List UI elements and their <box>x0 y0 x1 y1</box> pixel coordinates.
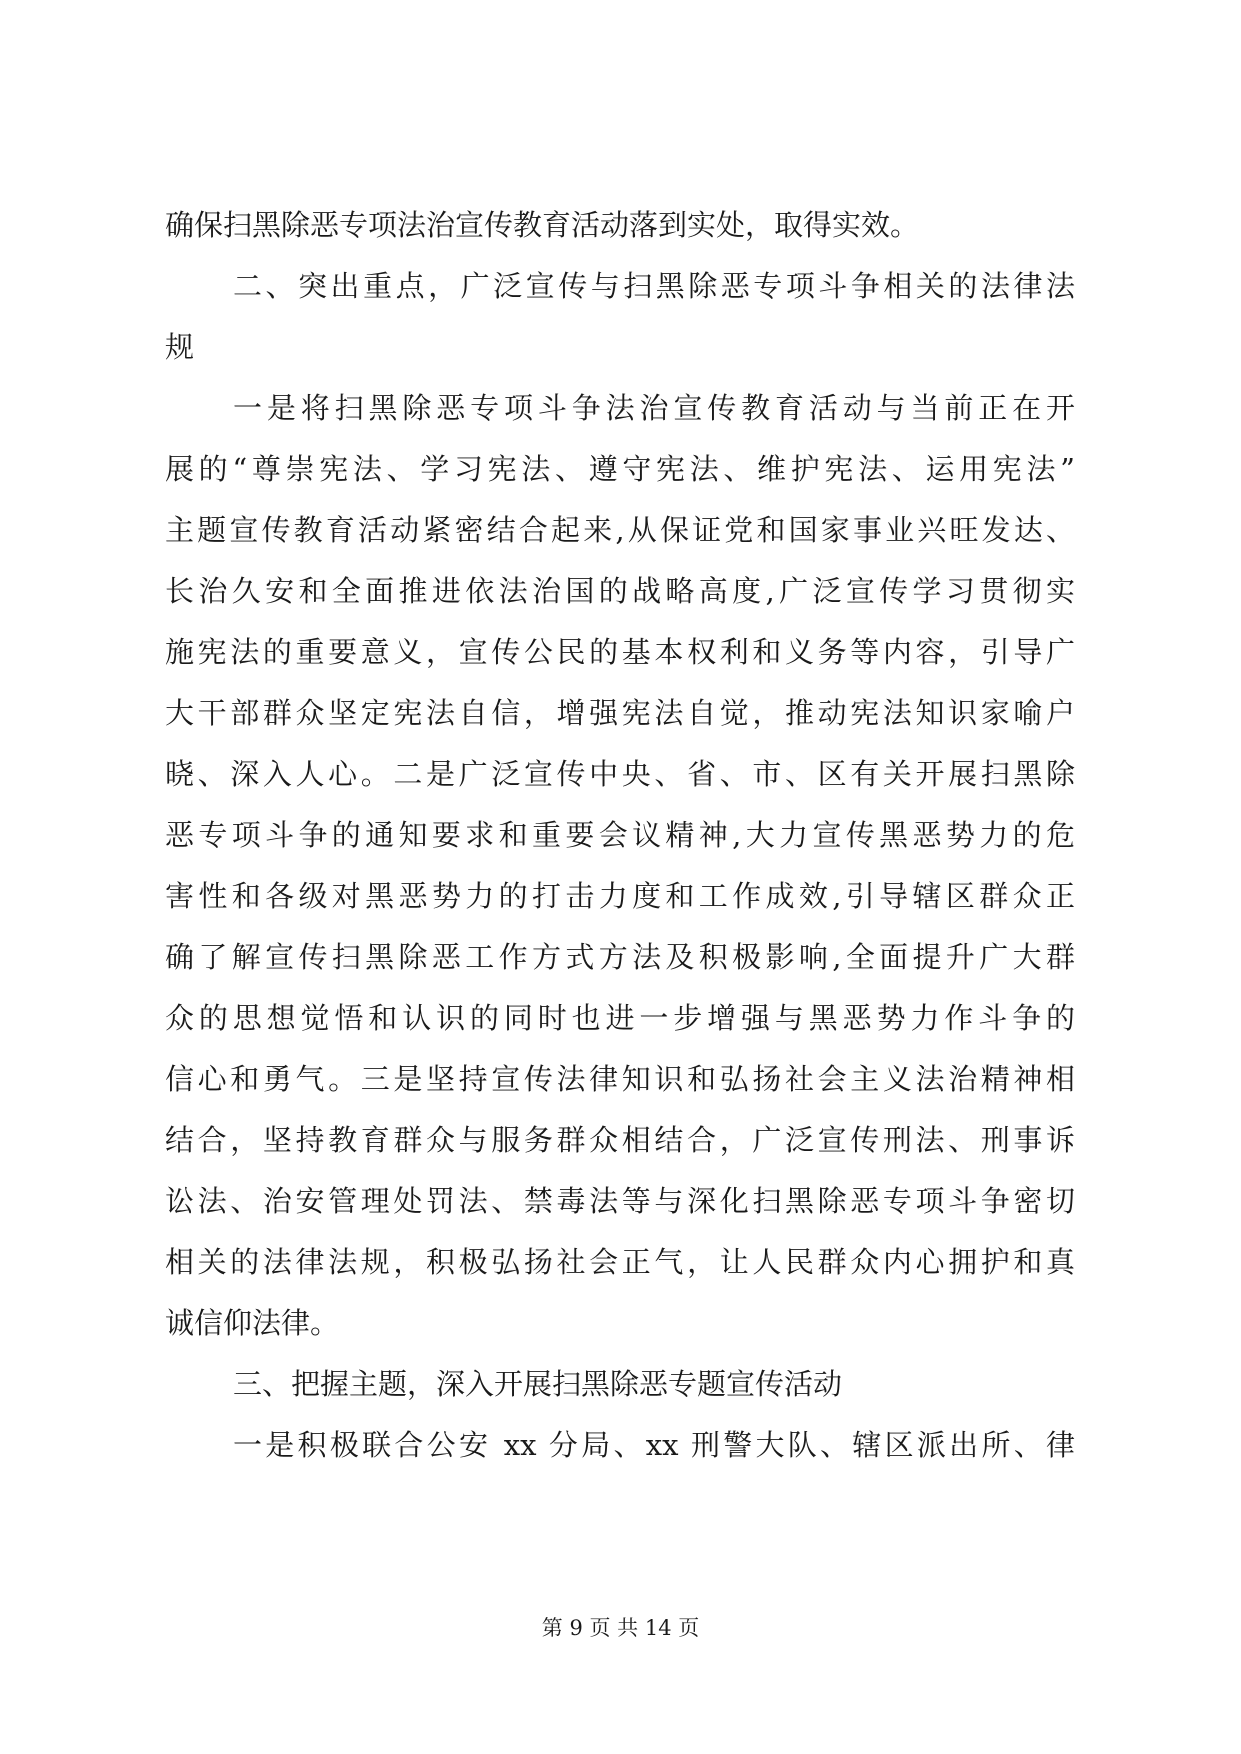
text-line: 三、把握主题，深入开展扫黑除恶专题宣传活动 <box>233 1367 843 1401</box>
text-line: 长治久安和全面推进依法治国的战略高度,广泛宣传学习贯彻实 <box>165 574 1075 608</box>
text-line: 展的“尊崇宪法、学习宪法、遵守宪法、维护宪法、运用宪法” <box>165 452 1075 486</box>
page-footer: 第 9 页 共 14 页 <box>541 1616 700 1640</box>
text-line: 一是将扫黑除恶专项斗争法治宣传教育活动与当前正在开 <box>233 391 1075 425</box>
text-line: 相关的法律法规，积极弘扬社会正气，让人民群众内心拥护和真 <box>165 1245 1075 1279</box>
text-line: 确保扫黑除恶专项法治宣传教育活动落到实处，取得实效。 <box>165 208 920 242</box>
text-line: 施宪法的重要意义，宣传公民的基本权利和义务等内容，引导广 <box>165 635 1075 669</box>
text-line: 害性和各级对黑恶势力的打击力度和工作成效,引导辖区群众正 <box>165 879 1075 913</box>
text-line: 信心和勇气。三是坚持宣传法律知识和弘扬社会主义法治精神相 <box>165 1062 1075 1096</box>
text-line: 结合，坚持教育群众与服务群众相结合，广泛宣传刑法、刑事诉 <box>165 1123 1075 1157</box>
text-line: 大干部群众坚定宪法自信，增强宪法自觉，推动宪法知识家喻户 <box>165 696 1075 730</box>
text-line: 确了解宣传扫黑除恶工作方式方法及积极影响,全面提升广大群 <box>165 940 1075 974</box>
text-line: 规 <box>165 330 195 364</box>
text-line: 恶专项斗争的通知要求和重要会议精神,大力宣传黑恶势力的危 <box>165 818 1075 852</box>
text-line: 二、突出重点，广泛宣传与扫黑除恶专项斗争相关的法律法 <box>233 269 1075 303</box>
text-line: 一是积极联合公安 xx 分局、xx 刑警大队、辖区派出所、律 <box>233 1428 1075 1462</box>
text-line: 诚信仰法律。 <box>165 1306 340 1340</box>
text-line: 晓、深入人心。二是广泛宣传中央、省、市、区有关开展扫黑除 <box>165 757 1075 791</box>
document-body <box>165 195 1075 1476</box>
text-line: 讼法、治安管理处罚法、禁毒法等与深化扫黑除恶专项斗争密切 <box>165 1184 1075 1218</box>
text-line: 众的思想觉悟和认识的同时也进一步增强与黑恶势力作斗争的 <box>165 1001 1075 1035</box>
text-line: 主题宣传教育活动紧密结合起来,从保证党和国家事业兴旺发达、 <box>165 513 1075 547</box>
